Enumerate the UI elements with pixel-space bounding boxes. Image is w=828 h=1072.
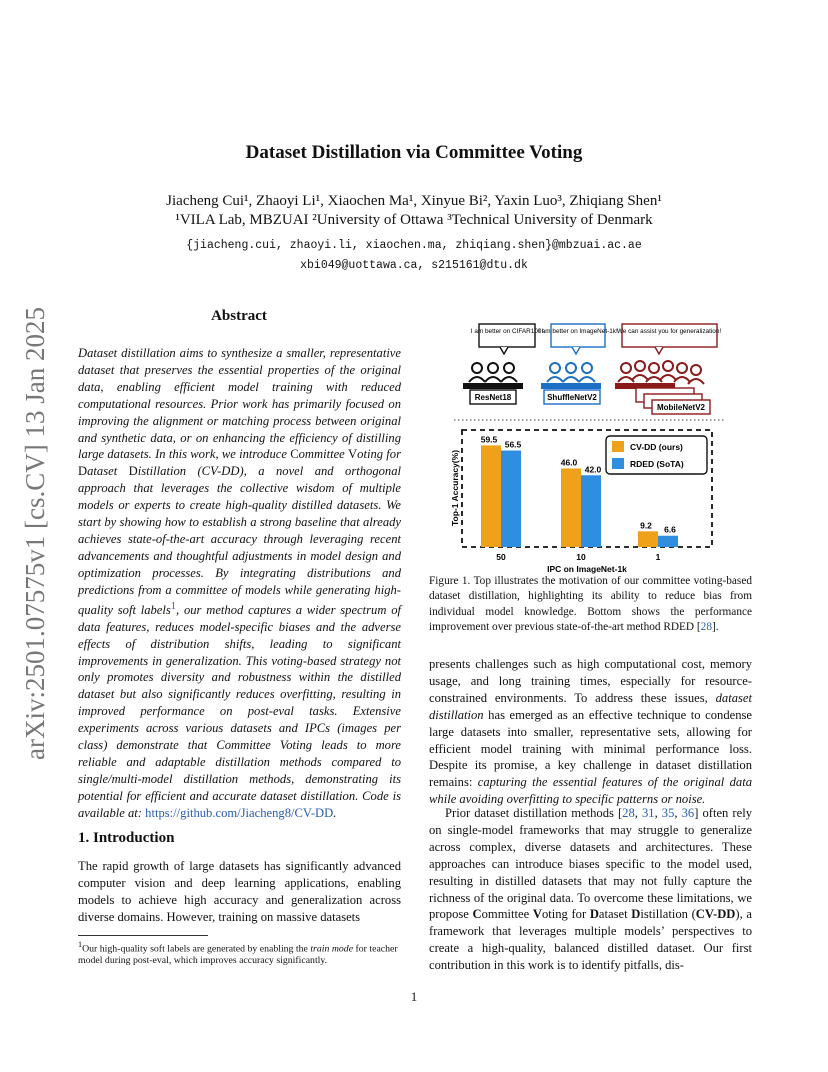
citation-link[interactable]: 31	[641, 806, 655, 820]
arxiv-stamp: arXiv:2501.07575v1 [cs.CV] 13 Jan 2025	[20, 307, 50, 760]
citation-link[interactable]: 28	[700, 621, 712, 634]
speech-bubble-resnet	[471, 324, 544, 354]
bar-rded-1	[658, 536, 678, 547]
x-tick-label: 10	[576, 552, 586, 562]
introduction-text: The rapid growth of large datasets has significantly advanced computer vision and deep learning applications, enabling models to achieve high accuracy and generalization across diverse domains. However, training on massive datasets	[78, 859, 401, 924]
model-label-stack	[636, 388, 710, 414]
model-label-resnet18	[470, 390, 516, 404]
data-label: 59.5	[480, 434, 498, 445]
caption-end: ].	[711, 621, 719, 634]
data-label: 46.0	[560, 457, 578, 468]
name-part: istillation	[640, 907, 688, 922]
footnote-ref[interactable]: 1	[170, 600, 177, 612]
legend-swatch-rded	[612, 458, 624, 469]
text-run: Prior dataset distillation methods [	[445, 806, 623, 820]
bar-rded-10	[581, 475, 601, 547]
accuracy-chart	[450, 430, 712, 574]
x-tick-label: 1	[655, 552, 661, 562]
bar-cvdd-10	[561, 468, 581, 547]
name-letter: C	[472, 907, 482, 922]
name-part: istillation (CV-DD), a novel and orthogonal approach that leverages the collective wisdom of multiple models or experts to create high-quality distilled datasets. We start by showing how to establish a strong baseline that already achieves state-of-the-art accuracy through leveraging recent advancements and thoughtful adjustments in model design and optimization processes. By integrating distributions and predictions from a committee of models while generating high-quality soft labels	[78, 464, 402, 617]
y-axis-label: Top-1 Accuracy(%)	[450, 449, 460, 527]
model-label-shufflenetv2	[544, 390, 600, 404]
abstract-part-1: Dataset distillation aims to synthesize a smaller, representative dataset that preserves the essential properties of the original data, enabling efficient model training with reduced computational resources. Prior work has primarily focused on improving the alignment or matching process between original and synthetic data, or on enhancing the efficiency of distilling large datasets. In this work, we introduce	[78, 346, 401, 462]
bubble-text: We can assist you for generalization!	[616, 328, 722, 335]
x-axis-label: IPC on ImageNet-1k	[547, 564, 627, 574]
citation-link[interactable]: 36	[681, 806, 695, 820]
name-part: oting for	[541, 907, 590, 922]
name-letter: D	[631, 907, 641, 922]
people-group-blue	[542, 363, 600, 388]
name-part: ataset	[87, 464, 129, 479]
page-number: 1	[410, 990, 418, 1004]
committee-illustration	[464, 324, 721, 414]
legend-label-cvdd: CV-DD (ours)	[630, 442, 683, 452]
paper-title: Dataset Distillation via Committee Voting	[245, 142, 583, 163]
footnote-divider	[78, 935, 208, 936]
text-run: presents challenges such as high computational cost, memory usage, and long training times, especially for resource-constrained environments. To address these issues,	[429, 657, 752, 705]
data-label: 42.0	[584, 464, 602, 475]
svg-text:ResNet18: ResNet18	[474, 393, 512, 402]
right-column-paragraph-1	[429, 656, 752, 808]
text-run: (	[687, 907, 696, 922]
name-letter: C	[290, 447, 299, 462]
section-heading-introduction: 1. Introduction	[78, 830, 175, 846]
abstract-heading: Abstract	[211, 308, 267, 324]
name-letter: V	[532, 907, 542, 922]
legend-label-rded: RDED (SoTA)	[630, 459, 684, 469]
method-name: CV-DD	[695, 907, 736, 922]
text-italic: dataset distillation	[429, 690, 752, 722]
email-block	[0, 236, 828, 276]
emails-line-2: xbi049@uottawa.ca, s215161@dtu.dk	[300, 259, 528, 272]
affiliations-line: ¹VILA Lab, MBZUAI ²University of Ottawa ³Technical University of Denmark	[175, 212, 653, 228]
right-column-paragraph-2: Prior dataset distillation methods [28, 31, 35, 36] often rely on single-model frameworks that may struggle to generalize across complex, diverse datasets and architectures. These approaches can introduce biases specific to the model used, resulting in distilled datasets that may not fully capture the richness of the original data. To overcome these limitations, we propose Committee Voting for Dataset Distillation (CV-DD), a framework that leverages multiple models’ perspectives to create a high-quality, balanced distilled dataset. Our first contribution in this work is to identify pitfalls, dis-	[429, 806, 752, 973]
footnote-text-a: Our high-quality soft labels are generated by enabling the	[82, 943, 311, 955]
svg-text:ShuffleNetV2: ShuffleNetV2	[547, 393, 597, 402]
footnote-text-b: for teacher model during post-eval, which improves accuracy significantly.	[78, 943, 398, 967]
footnote-text-italic: train mode	[310, 943, 354, 955]
name-letter: D	[128, 464, 138, 479]
authors-line: Jiacheng Cui¹, Zhaoyi Li¹, Xiaochen Ma¹, Xinyue Bi², Yaxin Luo³, Zhiqiang Shen¹	[166, 193, 662, 209]
legend	[606, 436, 707, 474]
author-block	[0, 192, 828, 230]
bar-rded-50	[501, 451, 521, 547]
bubble-text: I am better on CIFAR100!	[470, 328, 544, 335]
name-letter: D	[78, 464, 88, 479]
caption-text: Figure 1. Top illustrates the motivation of our committee voting-based dataset distillation, highlighting its ability to reduce bias from individual model knowledge. Bottom shows the performance improvement over previous state-of-the-art method RDED [	[429, 575, 752, 634]
speech-bubble-mobilenet	[617, 324, 722, 354]
bubble-text: I am better on ImageNet-1k!	[538, 328, 618, 335]
data-label: 9.2	[640, 520, 652, 531]
x-tick-label: 50	[496, 552, 506, 562]
code-link[interactable]: https://github.com/Jiacheng8/CV-DD	[145, 805, 334, 820]
name-letter: V	[348, 447, 358, 462]
bar-cvdd-1	[638, 531, 658, 547]
data-label: 56.5	[504, 439, 522, 450]
text-run: ] often rely on single-model frameworks that may struggle to generalize across complex, diverse datasets and architectures. These approaches can introduce biases specific to the model used, resulting in distilled datasets that may not fully capture the richness of the original data. To overcome these limitations, we propose	[429, 806, 752, 922]
text-run: ), a framework that leverages multiple models’ perspectives to create a high-quality, balanced distilled dataset. Our first contribution in this work is to identify pitfalls, dis-	[429, 907, 752, 973]
abstract-part-2: , our method captures a wider spectrum of data features, reduces model-specific biases and the adverse effects of distribution shifts, leading to significant improvements in generalization. This voting-based strategy not only promotes diversity and robustness within the distilled dataset but also significantly reduces overfitting, resulting in improved performance on post-eval tasks. Extensive experiments across various datasets and IPCs (images per class) demonstrate that Committee Voting leads to more reliable and adaptable distillation methods compared to single/multi-model distillation methods, demonstrating its potential for efficient and accurate dataset distillation. Code is available at:	[78, 602, 401, 820]
people-group-red	[616, 361, 704, 388]
text-italic: capturing the essential features of the original data while avoiding overfitting to specific patterns or noise.	[429, 775, 752, 807]
name-letter: D	[589, 907, 599, 922]
legend-swatch-cvdd	[612, 441, 624, 452]
people-group-black	[464, 363, 522, 388]
citation-link[interactable]: 28	[622, 806, 635, 820]
emails-line-1: {jiacheng.cui, zhaoyi.li, xiaochen.ma, zhiqiang.shen}@mbzuai.ac.ae	[186, 239, 642, 252]
footnote	[78, 939, 401, 967]
footnote-mark: 1	[78, 940, 83, 949]
name-part: ommittee	[481, 907, 533, 922]
name-part: ommittee	[298, 447, 349, 462]
figure-caption	[429, 574, 752, 636]
abstract-end: .	[333, 805, 337, 820]
abstract-text	[78, 345, 401, 822]
name-part: ataset	[598, 907, 632, 922]
figure-1	[440, 316, 740, 574]
data-label: 6.6	[664, 524, 676, 535]
name-part: oting for	[357, 447, 402, 462]
text-run: has emerged as an effective technique to condense large datasets into smaller, representative sets, allowing for efficient model training with minimal performance loss. Despite its promise, a key challenge in dataset distillation remains:	[429, 707, 752, 790]
bar-cvdd-50	[481, 445, 501, 547]
citation-link[interactable]: 35	[661, 806, 675, 820]
model-label-mobilenetv2: MobileNetV2	[656, 403, 706, 412]
speech-bubble-shufflenet	[538, 324, 618, 354]
